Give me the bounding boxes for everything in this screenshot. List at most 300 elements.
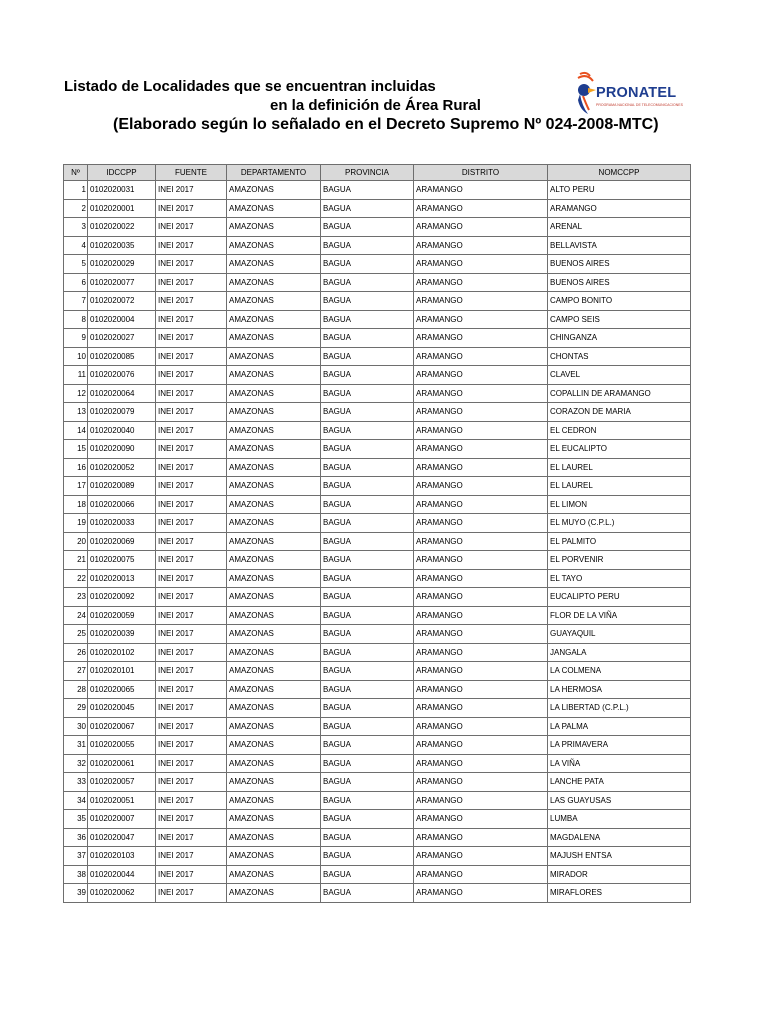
cell-num: 15 [64, 440, 88, 459]
cell-fuente: INEI 2017 [156, 421, 227, 440]
cell-provincia: BAGUA [321, 310, 414, 329]
cell-nomccpp: FLOR DE LA VIÑA [548, 606, 691, 625]
table-row [64, 699, 691, 718]
cell-nomccpp: GUAYAQUIL [548, 625, 691, 644]
cell-nomccpp: CORAZON DE MARIA [548, 403, 691, 422]
cell-departamento: AMAZONAS [227, 828, 321, 847]
cell-num: 5 [64, 255, 88, 274]
cell-num: 4 [64, 236, 88, 255]
cell-provincia: BAGUA [321, 477, 414, 496]
cell-fuente: INEI 2017 [156, 495, 227, 514]
cell-nomccpp: LAS GUAYUSAS [548, 791, 691, 810]
header-fuente: FUENTE [156, 165, 227, 181]
table-row [64, 273, 691, 292]
cell-provincia: BAGUA [321, 847, 414, 866]
cell-nomccpp: MAJUSH ENTSA [548, 847, 691, 866]
cell-num: 34 [64, 791, 88, 810]
cell-num: 25 [64, 625, 88, 644]
cell-departamento: AMAZONAS [227, 199, 321, 218]
cell-fuente: INEI 2017 [156, 625, 227, 644]
cell-distrito: ARAMANGO [414, 218, 548, 237]
cell-num: 28 [64, 680, 88, 699]
cell-provincia: BAGUA [321, 736, 414, 755]
cell-idccpp: 0102020075 [88, 551, 156, 570]
cell-departamento: AMAZONAS [227, 754, 321, 773]
cell-departamento: AMAZONAS [227, 773, 321, 792]
cell-fuente: INEI 2017 [156, 477, 227, 496]
cell-departamento: AMAZONAS [227, 273, 321, 292]
cell-distrito: ARAMANGO [414, 310, 548, 329]
cell-fuente: INEI 2017 [156, 736, 227, 755]
cell-idccpp: 0102020085 [88, 347, 156, 366]
cell-fuente: INEI 2017 [156, 717, 227, 736]
cell-num: 13 [64, 403, 88, 422]
cell-num: 20 [64, 532, 88, 551]
cell-num: 17 [64, 477, 88, 496]
cell-nomccpp: LUMBA [548, 810, 691, 829]
cell-num: 38 [64, 865, 88, 884]
cell-distrito: ARAMANGO [414, 181, 548, 200]
table-row [64, 662, 691, 681]
cell-departamento: AMAZONAS [227, 532, 321, 551]
cell-idccpp: 0102020052 [88, 458, 156, 477]
table-row [64, 403, 691, 422]
cell-distrito: ARAMANGO [414, 236, 548, 255]
cell-provincia: BAGUA [321, 532, 414, 551]
bird-icon [574, 70, 598, 116]
cell-provincia: BAGUA [321, 181, 414, 200]
cell-provincia: BAGUA [321, 292, 414, 311]
table-row [64, 736, 691, 755]
cell-provincia: BAGUA [321, 440, 414, 459]
cell-departamento: AMAZONAS [227, 736, 321, 755]
cell-idccpp: 0102020039 [88, 625, 156, 644]
cell-num: 24 [64, 606, 88, 625]
cell-num: 9 [64, 329, 88, 348]
table-row [64, 717, 691, 736]
cell-idccpp: 0102020064 [88, 384, 156, 403]
cell-nomccpp: LA HERMOSA [548, 680, 691, 699]
cell-departamento: AMAZONAS [227, 791, 321, 810]
cell-distrito: ARAMANGO [414, 754, 548, 773]
table-row [64, 680, 691, 699]
cell-distrito: ARAMANGO [414, 643, 548, 662]
cell-nomccpp: MIRAFLORES [548, 884, 691, 903]
cell-departamento: AMAZONAS [227, 218, 321, 237]
cell-num: 31 [64, 736, 88, 755]
cell-departamento: AMAZONAS [227, 255, 321, 274]
cell-fuente: INEI 2017 [156, 384, 227, 403]
cell-idccpp: 0102020092 [88, 588, 156, 607]
cell-fuente: INEI 2017 [156, 403, 227, 422]
cell-nomccpp: ALTO PERU [548, 181, 691, 200]
cell-idccpp: 0102020051 [88, 791, 156, 810]
cell-provincia: BAGUA [321, 643, 414, 662]
cell-distrito: ARAMANGO [414, 662, 548, 681]
cell-provincia: BAGUA [321, 255, 414, 274]
cell-idccpp: 0102020077 [88, 273, 156, 292]
cell-nomccpp: BUENOS AIRES [548, 273, 691, 292]
cell-idccpp: 0102020066 [88, 495, 156, 514]
cell-departamento: AMAZONAS [227, 625, 321, 644]
cell-distrito: ARAMANGO [414, 551, 548, 570]
cell-idccpp: 0102020055 [88, 736, 156, 755]
cell-num: 23 [64, 588, 88, 607]
cell-provincia: BAGUA [321, 810, 414, 829]
cell-idccpp: 0102020035 [88, 236, 156, 255]
cell-nomccpp: LA PRIMAVERA [548, 736, 691, 755]
cell-num: 3 [64, 218, 88, 237]
cell-provincia: BAGUA [321, 791, 414, 810]
cell-departamento: AMAZONAS [227, 847, 321, 866]
cell-provincia: BAGUA [321, 495, 414, 514]
cell-distrito: ARAMANGO [414, 347, 548, 366]
cell-provincia: BAGUA [321, 421, 414, 440]
cell-fuente: INEI 2017 [156, 310, 227, 329]
cell-departamento: AMAZONAS [227, 810, 321, 829]
cell-provincia: BAGUA [321, 273, 414, 292]
cell-nomccpp: EL LAUREL [548, 458, 691, 477]
cell-provincia: BAGUA [321, 403, 414, 422]
cell-provincia: BAGUA [321, 680, 414, 699]
cell-num: 12 [64, 384, 88, 403]
cell-departamento: AMAZONAS [227, 347, 321, 366]
cell-fuente: INEI 2017 [156, 273, 227, 292]
cell-fuente: INEI 2017 [156, 810, 227, 829]
cell-departamento: AMAZONAS [227, 458, 321, 477]
cell-distrito: ARAMANGO [414, 884, 548, 903]
table-row [64, 884, 691, 903]
cell-idccpp: 0102020090 [88, 440, 156, 459]
table-row [64, 458, 691, 477]
cell-idccpp: 0102020069 [88, 532, 156, 551]
table-row [64, 514, 691, 533]
cell-fuente: INEI 2017 [156, 773, 227, 792]
cell-fuente: INEI 2017 [156, 699, 227, 718]
cell-idccpp: 0102020065 [88, 680, 156, 699]
cell-provincia: BAGUA [321, 606, 414, 625]
cell-fuente: INEI 2017 [156, 884, 227, 903]
cell-distrito: ARAMANGO [414, 292, 548, 311]
cell-nomccpp: CAMPO SEIS [548, 310, 691, 329]
cell-fuente: INEI 2017 [156, 791, 227, 810]
cell-provincia: BAGUA [321, 514, 414, 533]
cell-num: 27 [64, 662, 88, 681]
title-line-1: Listado de Localidades que se encuentran incluidas [64, 78, 436, 95]
cell-departamento: AMAZONAS [227, 310, 321, 329]
cell-provincia: BAGUA [321, 199, 414, 218]
cell-fuente: INEI 2017 [156, 588, 227, 607]
cell-distrito: ARAMANGO [414, 477, 548, 496]
table-row [64, 181, 691, 200]
title-line-2: en la definición de Área Rural [270, 97, 481, 114]
cell-provincia: BAGUA [321, 884, 414, 903]
cell-idccpp: 0102020101 [88, 662, 156, 681]
cell-provincia: BAGUA [321, 329, 414, 348]
cell-distrito: ARAMANGO [414, 588, 548, 607]
cell-provincia: BAGUA [321, 662, 414, 681]
cell-fuente: INEI 2017 [156, 754, 227, 773]
cell-idccpp: 0102020076 [88, 366, 156, 385]
cell-provincia: BAGUA [321, 236, 414, 255]
cell-departamento: AMAZONAS [227, 495, 321, 514]
cell-fuente: INEI 2017 [156, 514, 227, 533]
cell-nomccpp: LANCHE PATA [548, 773, 691, 792]
cell-departamento: AMAZONAS [227, 440, 321, 459]
cell-distrito: ARAMANGO [414, 773, 548, 792]
table-row [64, 588, 691, 607]
cell-idccpp: 0102020004 [88, 310, 156, 329]
cell-distrito: ARAMANGO [414, 606, 548, 625]
cell-provincia: BAGUA [321, 717, 414, 736]
cell-idccpp: 0102020013 [88, 569, 156, 588]
cell-num: 35 [64, 810, 88, 829]
header-num: Nº [64, 165, 88, 181]
cell-distrito: ARAMANGO [414, 865, 548, 884]
cell-idccpp: 0102020061 [88, 754, 156, 773]
cell-provincia: BAGUA [321, 384, 414, 403]
cell-departamento: AMAZONAS [227, 514, 321, 533]
cell-num: 32 [64, 754, 88, 773]
cell-fuente: INEI 2017 [156, 662, 227, 681]
cell-idccpp: 0102020103 [88, 847, 156, 866]
table-row [64, 810, 691, 829]
cell-num: 30 [64, 717, 88, 736]
cell-distrito: ARAMANGO [414, 847, 548, 866]
cell-departamento: AMAZONAS [227, 588, 321, 607]
logo-wordmark: PRONATEL [596, 85, 677, 101]
table-row [64, 347, 691, 366]
cell-nomccpp: EL MUYO (C.P.L.) [548, 514, 691, 533]
cell-num: 26 [64, 643, 88, 662]
cell-fuente: INEI 2017 [156, 680, 227, 699]
cell-nomccpp: EL EUCALIPTO [548, 440, 691, 459]
cell-nomccpp: EUCALIPTO PERU [548, 588, 691, 607]
table-row [64, 421, 691, 440]
cell-num: 19 [64, 514, 88, 533]
cell-provincia: BAGUA [321, 828, 414, 847]
cell-nomccpp: CHINGANZA [548, 329, 691, 348]
cell-num: 18 [64, 495, 88, 514]
cell-distrito: ARAMANGO [414, 699, 548, 718]
cell-nomccpp: CLAVEL [548, 366, 691, 385]
cell-idccpp: 0102020027 [88, 329, 156, 348]
header-departamento: DEPARTAMENTO [227, 165, 321, 181]
cell-nomccpp: EL PORVENIR [548, 551, 691, 570]
cell-fuente: INEI 2017 [156, 865, 227, 884]
cell-departamento: AMAZONAS [227, 403, 321, 422]
cell-idccpp: 0102020040 [88, 421, 156, 440]
cell-idccpp: 0102020079 [88, 403, 156, 422]
cell-fuente: INEI 2017 [156, 255, 227, 274]
cell-fuente: INEI 2017 [156, 440, 227, 459]
table-row [64, 329, 691, 348]
cell-distrito: ARAMANGO [414, 736, 548, 755]
cell-departamento: AMAZONAS [227, 329, 321, 348]
cell-distrito: ARAMANGO [414, 403, 548, 422]
table-row [64, 606, 691, 625]
cell-num: 11 [64, 366, 88, 385]
cell-distrito: ARAMANGO [414, 199, 548, 218]
cell-num: 39 [64, 884, 88, 903]
cell-departamento: AMAZONAS [227, 551, 321, 570]
cell-idccpp: 0102020031 [88, 181, 156, 200]
cell-idccpp: 0102020033 [88, 514, 156, 533]
header-idccpp: IDCCPP [88, 165, 156, 181]
cell-idccpp: 0102020044 [88, 865, 156, 884]
table-row [64, 292, 691, 311]
cell-fuente: INEI 2017 [156, 292, 227, 311]
cell-num: 6 [64, 273, 88, 292]
cell-nomccpp: LA VIÑA [548, 754, 691, 773]
cell-num: 10 [64, 347, 88, 366]
cell-num: 22 [64, 569, 88, 588]
cell-idccpp: 0102020045 [88, 699, 156, 718]
cell-idccpp: 0102020059 [88, 606, 156, 625]
cell-distrito: ARAMANGO [414, 273, 548, 292]
cell-distrito: ARAMANGO [414, 514, 548, 533]
cell-nomccpp: EL LIMON [548, 495, 691, 514]
cell-provincia: BAGUA [321, 569, 414, 588]
table-row [64, 199, 691, 218]
cell-distrito: ARAMANGO [414, 440, 548, 459]
table-row [64, 847, 691, 866]
cell-num: 14 [64, 421, 88, 440]
cell-departamento: AMAZONAS [227, 569, 321, 588]
cell-provincia: BAGUA [321, 699, 414, 718]
cell-fuente: INEI 2017 [156, 181, 227, 200]
cell-nomccpp: EL TAYO [548, 569, 691, 588]
cell-distrito: ARAMANGO [414, 366, 548, 385]
cell-distrito: ARAMANGO [414, 680, 548, 699]
cell-idccpp: 0102020057 [88, 773, 156, 792]
cell-nomccpp: LA LIBERTAD (C.P.L.) [548, 699, 691, 718]
header-provincia: PROVINCIA [321, 165, 414, 181]
table-body [64, 181, 691, 903]
cell-fuente: INEI 2017 [156, 551, 227, 570]
cell-fuente: INEI 2017 [156, 569, 227, 588]
table-row [64, 477, 691, 496]
cell-idccpp: 0102020022 [88, 218, 156, 237]
table-row [64, 828, 691, 847]
table-row [64, 255, 691, 274]
cell-departamento: AMAZONAS [227, 865, 321, 884]
table-row [64, 218, 691, 237]
cell-provincia: BAGUA [321, 773, 414, 792]
cell-departamento: AMAZONAS [227, 662, 321, 681]
cell-distrito: ARAMANGO [414, 569, 548, 588]
cell-departamento: AMAZONAS [227, 292, 321, 311]
cell-distrito: ARAMANGO [414, 384, 548, 403]
cell-num: 1 [64, 181, 88, 200]
cell-num: 8 [64, 310, 88, 329]
cell-num: 36 [64, 828, 88, 847]
cell-distrito: ARAMANGO [414, 329, 548, 348]
cell-nomccpp: BUENOS AIRES [548, 255, 691, 274]
table-row [64, 310, 691, 329]
table-header-row [64, 165, 691, 181]
cell-fuente: INEI 2017 [156, 643, 227, 662]
cell-distrito: ARAMANGO [414, 458, 548, 477]
cell-nomccpp: EL PALMITO [548, 532, 691, 551]
cell-nomccpp: CAMPO BONITO [548, 292, 691, 311]
cell-distrito: ARAMANGO [414, 717, 548, 736]
table-row [64, 366, 691, 385]
cell-idccpp: 0102020001 [88, 199, 156, 218]
cell-distrito: ARAMANGO [414, 625, 548, 644]
cell-fuente: INEI 2017 [156, 218, 227, 237]
table-row [64, 532, 691, 551]
cell-num: 21 [64, 551, 88, 570]
table-row [64, 384, 691, 403]
cell-num: 33 [64, 773, 88, 792]
cell-nomccpp: MIRADOR [548, 865, 691, 884]
cell-num: 29 [64, 699, 88, 718]
cell-nomccpp: EL CEDRON [548, 421, 691, 440]
cell-provincia: BAGUA [321, 754, 414, 773]
cell-provincia: BAGUA [321, 865, 414, 884]
cell-provincia: BAGUA [321, 625, 414, 644]
cell-departamento: AMAZONAS [227, 477, 321, 496]
cell-fuente: INEI 2017 [156, 236, 227, 255]
cell-departamento: AMAZONAS [227, 884, 321, 903]
table-row [64, 791, 691, 810]
cell-idccpp: 0102020007 [88, 810, 156, 829]
cell-nomccpp: JANGALA [548, 643, 691, 662]
table-row [64, 569, 691, 588]
cell-distrito: ARAMANGO [414, 255, 548, 274]
cell-idccpp: 0102020102 [88, 643, 156, 662]
logo-subtitle: PROGRAMA NACIONAL DE TELECOMUNICACIONES [596, 103, 683, 107]
cell-distrito: ARAMANGO [414, 828, 548, 847]
cell-idccpp: 0102020047 [88, 828, 156, 847]
pronatel-logo [574, 70, 686, 118]
table-row [64, 754, 691, 773]
cell-distrito: ARAMANGO [414, 421, 548, 440]
cell-departamento: AMAZONAS [227, 421, 321, 440]
table-row [64, 551, 691, 570]
cell-departamento: AMAZONAS [227, 384, 321, 403]
cell-distrito: ARAMANGO [414, 495, 548, 514]
header-distrito: DISTRITO [414, 165, 548, 181]
cell-provincia: BAGUA [321, 588, 414, 607]
cell-provincia: BAGUA [321, 551, 414, 570]
cell-nomccpp: CHONTAS [548, 347, 691, 366]
cell-nomccpp: BELLAVISTA [548, 236, 691, 255]
cell-idccpp: 0102020072 [88, 292, 156, 311]
cell-idccpp: 0102020029 [88, 255, 156, 274]
localities-table [63, 164, 691, 903]
cell-departamento: AMAZONAS [227, 181, 321, 200]
cell-provincia: BAGUA [321, 347, 414, 366]
cell-distrito: ARAMANGO [414, 810, 548, 829]
cell-provincia: BAGUA [321, 366, 414, 385]
cell-distrito: ARAMANGO [414, 532, 548, 551]
cell-departamento: AMAZONAS [227, 680, 321, 699]
cell-fuente: INEI 2017 [156, 366, 227, 385]
cell-num: 7 [64, 292, 88, 311]
table-row [64, 643, 691, 662]
cell-nomccpp: LA COLMENA [548, 662, 691, 681]
table-row [64, 236, 691, 255]
cell-fuente: INEI 2017 [156, 329, 227, 348]
cell-nomccpp: COPALLIN DE ARAMANGO [548, 384, 691, 403]
cell-fuente: INEI 2017 [156, 532, 227, 551]
cell-idccpp: 0102020062 [88, 884, 156, 903]
header-nomccpp: NOMCCPP [548, 165, 691, 181]
table-row [64, 440, 691, 459]
cell-fuente: INEI 2017 [156, 606, 227, 625]
